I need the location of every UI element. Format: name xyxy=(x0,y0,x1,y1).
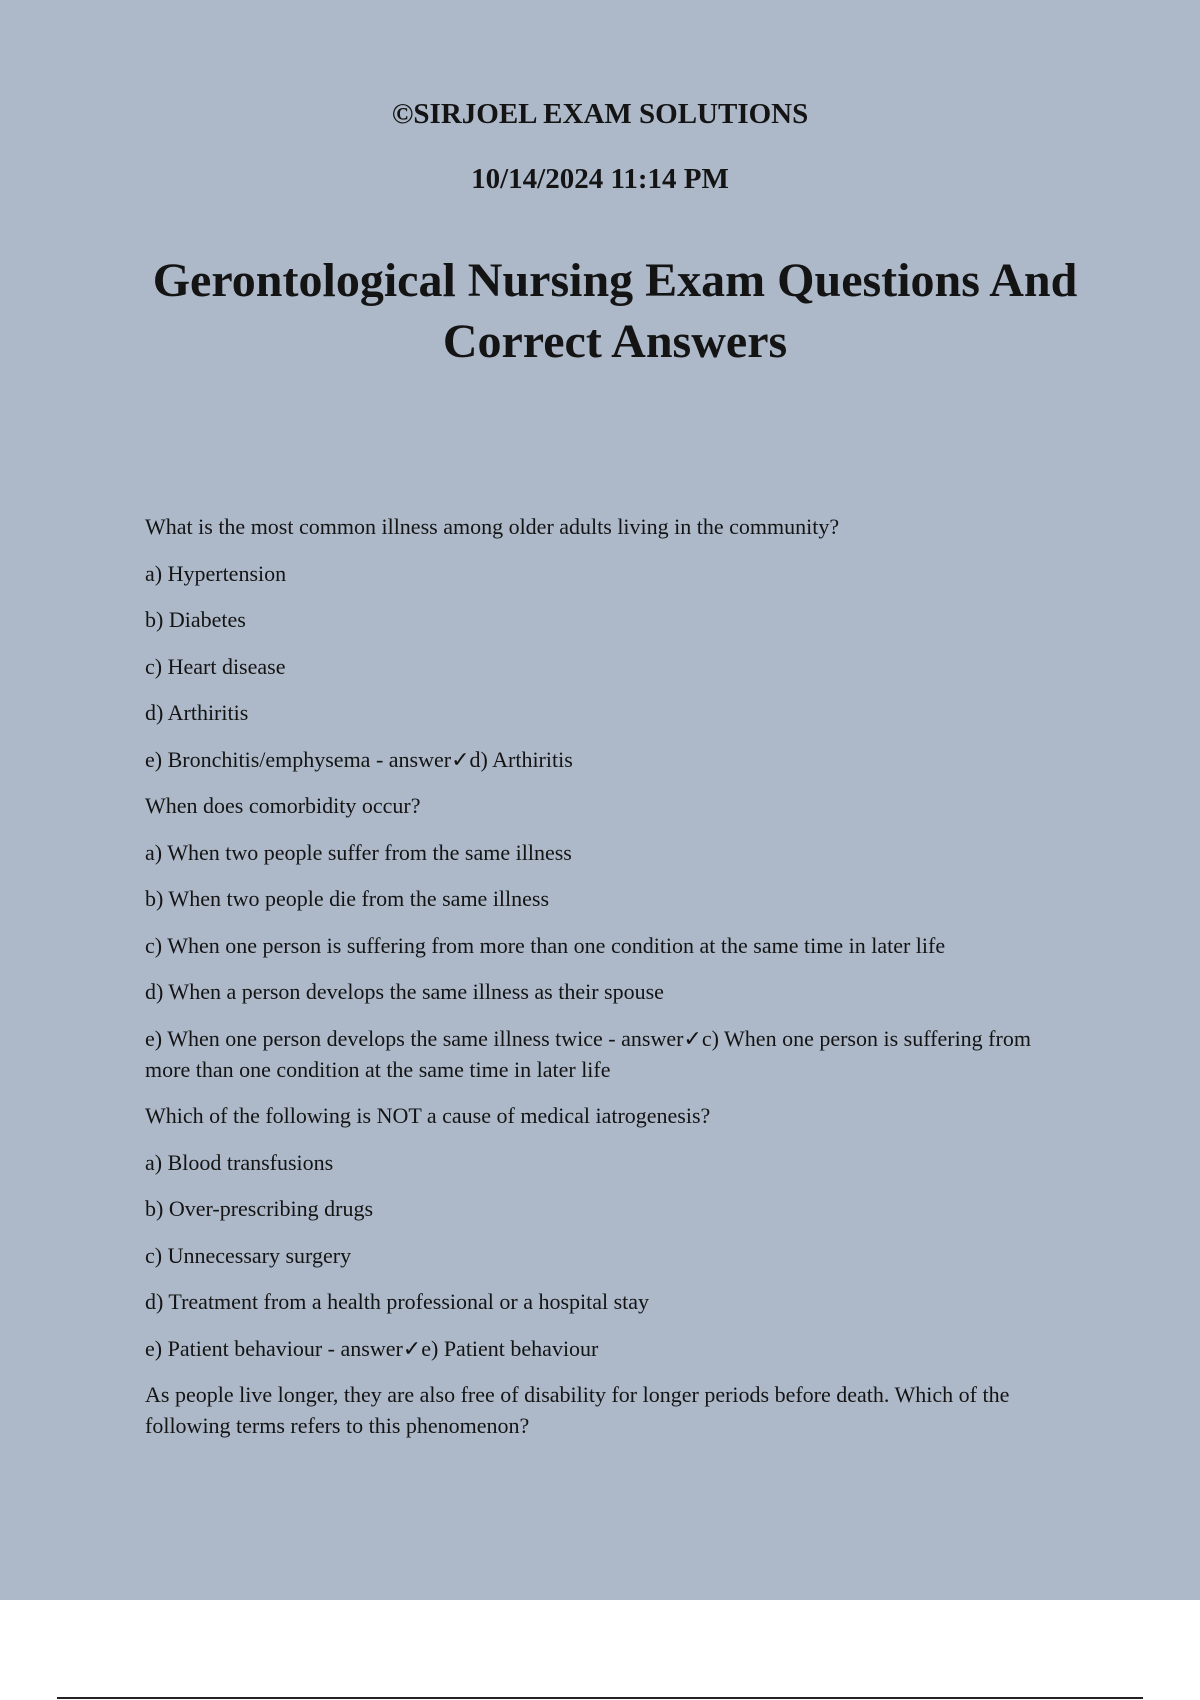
answer-option: d) Arthiritis xyxy=(145,700,249,725)
answer-option: d) When a person develops the same illness as their spouse xyxy=(145,979,664,1004)
answer-option: c) Heart disease xyxy=(145,653,286,679)
answer-option: b) Over-prescribing drugs xyxy=(145,1196,374,1221)
question-text: As people live longer, they are also free of disability for longer periods before death. Which of the following terms refers to this phenomenon? xyxy=(145,1382,1015,1438)
answer-option: b) When two people die from the same illness xyxy=(145,886,550,911)
question-list xyxy=(145,511,1080,1457)
document-title: Gerontological Nursing Exam Questions And Correct Answers xyxy=(152,254,1078,368)
question-text: Which of the following is NOT a cause of medical iatrogenesis? xyxy=(145,1103,711,1128)
answer-option: c) Unnecessary surgery xyxy=(145,1242,352,1268)
question-text: When does comorbidity occur? xyxy=(145,793,421,818)
answer-option: b) Diabetes xyxy=(145,607,246,632)
answer-option-with-key: e) When one person develops the same illness twice - answer✓c) When one person is suffering from more than one condition at the same time in later life xyxy=(145,1025,1037,1082)
answer-option: c) When one person is suffering from more than one condition at the same time in later life xyxy=(145,932,946,958)
answer-option-with-key: e) Bronchitis/emphysema - answer✓d) Arthiritis xyxy=(145,746,573,772)
footer-divider xyxy=(57,1697,1143,1699)
document-datetime: 10/14/2024 11:14 PM xyxy=(471,163,729,195)
answer-option: d) Treatment from a health professional or a hospital stay xyxy=(145,1289,650,1314)
answer-option: a) Blood transfusions xyxy=(145,1149,334,1175)
brand-header: ©SIRJOEL EXAM SOLUTIONS xyxy=(391,98,809,130)
answer-option: a) When two people suffer from the same illness xyxy=(145,839,572,865)
answer-option: a) Hypertension xyxy=(145,560,287,586)
question-text: What is the most common illness among older adults living in the community? xyxy=(145,514,840,539)
answer-option-with-key: e) Patient behaviour - answer✓e) Patient behaviour xyxy=(145,1335,599,1361)
